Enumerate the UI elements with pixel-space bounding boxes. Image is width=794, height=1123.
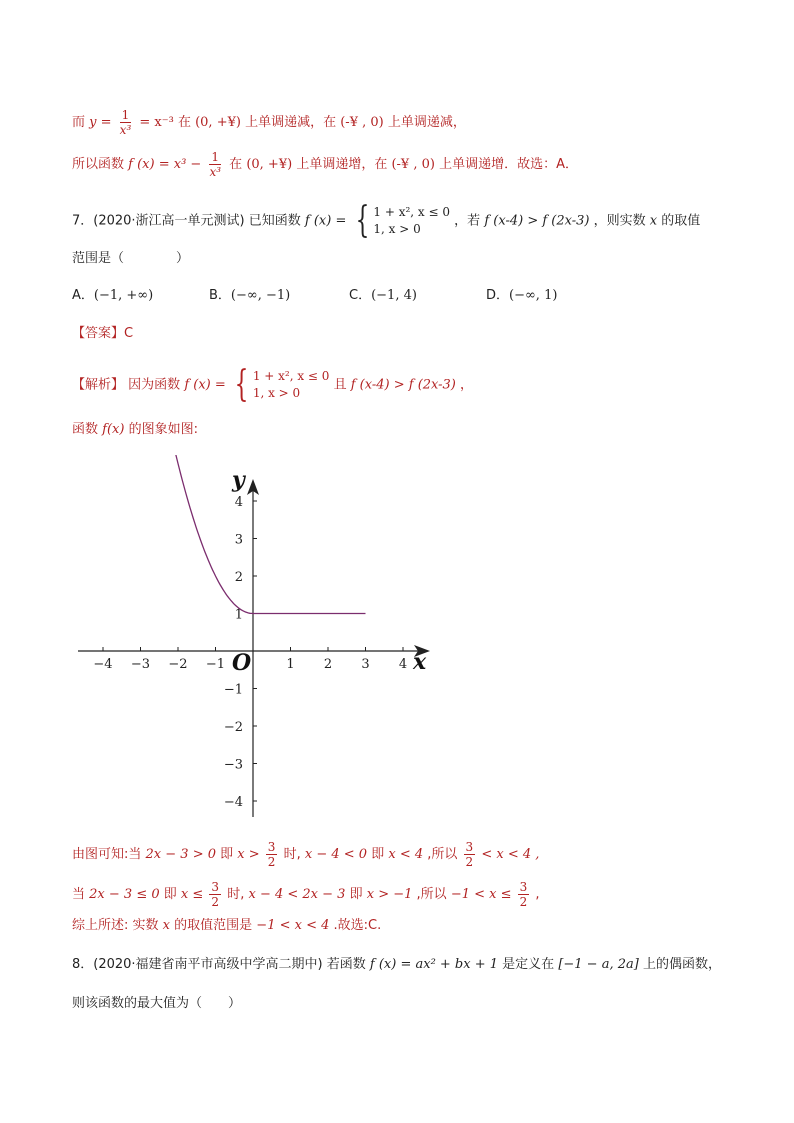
conclusion-line-3: 综上所述: 实数 x 的取值范围是 −1 < x < 4 .故选:C. (72, 918, 382, 933)
piecewise-function: { 1 + x², x ≤ 0 1, x > 0 (355, 200, 451, 241)
option-c[interactable]: C．(−1, 4) (349, 288, 417, 303)
text: 函数 (72, 422, 99, 437)
x-tick-label: 4 (398, 657, 408, 672)
fraction (118, 108, 134, 137)
function-graph (74, 455, 434, 825)
x-tick-label: −2 (168, 657, 188, 672)
math-expression: f (x) = ax² + bx + 1 (369, 957, 499, 972)
question-text: ，则实数 (593, 213, 646, 229)
text: 而 (72, 115, 86, 130)
piecewise-function: { 1 + x², x ≤ 0 1, x > 0 (234, 364, 330, 405)
y-tick-label: −1 (223, 682, 243, 698)
text: 所以函数 (72, 157, 125, 172)
x-tick-label: 2 (323, 657, 333, 672)
question-text: 的取值 (661, 213, 701, 229)
answer-label: 【答案】 (72, 326, 125, 341)
math-expression: f (x) = x³ − (128, 157, 202, 172)
question-text: 则该函数的最大值为（ ） (72, 996, 242, 1011)
fraction-numerator: 1 (121, 108, 130, 122)
x-tick-label: −1 (205, 657, 226, 672)
text: 上单调递减，在 (245, 115, 337, 130)
interval: (0, +¥) (246, 157, 293, 172)
x-tick-label: 1 (286, 657, 295, 672)
analysis-label: 【解析】 (72, 377, 125, 393)
math-expression: f(x) (102, 422, 125, 437)
fraction: $\frac{3}{2}$ (267, 840, 276, 869)
y-tick-label: −2 (223, 720, 243, 735)
conclusion-line-1: 由图可知:当 2x − 3 > 0 即 x > $\frac{3}{2}$ 时, x − 4 < 0 即 x < 4 ,所以 $\frac{3}{2}$ < x < 4 , (72, 840, 540, 869)
fraction: $\frac{3}{2}$ (211, 880, 220, 909)
text: 上单调递增．故选：A． (439, 157, 578, 172)
question-text: 是定义在 (502, 957, 555, 972)
fraction: $\frac{3}{2}$ (519, 880, 528, 909)
option-d[interactable]: D．(−∞, 1) (486, 288, 558, 303)
function-curve (175, 455, 366, 614)
y-tick-label: 2 (234, 570, 243, 585)
fraction-numerator: 1 (211, 150, 220, 164)
interval: (0, +¥) (195, 115, 241, 130)
x-tick-label: −4 (93, 657, 113, 672)
math-expression: f (x-4) > f (2x-3) (484, 213, 590, 229)
y-tick-label: 1 (234, 607, 243, 623)
fraction (207, 150, 223, 179)
question-text: 7．(2020·浙江高一单元测试) 已知函数 (72, 213, 301, 229)
y-axis-label: y (232, 467, 245, 493)
question-text: 上的偶函数， (642, 957, 721, 972)
text: 且 (333, 377, 347, 393)
interval: (-¥ , 0) (340, 115, 384, 130)
question-text: ，若 (454, 213, 481, 229)
text: ， (460, 377, 474, 393)
origin-label: O (232, 650, 252, 676)
text: 的图象如图: (128, 422, 198, 437)
interval: [−1 − a, 2a] (558, 957, 639, 972)
fraction-denominator: x³ (209, 165, 222, 179)
option-a[interactable]: A．(−1, +∞) (72, 288, 154, 303)
x-tick-label: 3 (361, 657, 370, 672)
text: 因为函数 (128, 377, 181, 393)
conclusion-line-2: 当 2x − 3 ≤ 0 即 x ≤ $\frac{3}{2}$ 时, x − 4 < 2x − 3 即 x > −1 ,所以 −1 < x ≤ $\frac{3}{2}$ , (72, 880, 540, 909)
math-variable: x (649, 213, 658, 229)
graph-intro (72, 421, 198, 439)
question-text: 8．(2020·福建省南平市高级中学高二期中) 若函数 (72, 957, 366, 972)
fraction: $\frac{3}{2}$ (465, 840, 474, 869)
math-expression: y = (89, 115, 112, 130)
x-tick-label: −3 (130, 657, 151, 672)
y-tick-label: 3 (234, 532, 243, 548)
interval: (-¥ , 0) (391, 157, 435, 172)
answer-line (72, 325, 133, 343)
question-8-stem (72, 956, 721, 974)
text: 上单调递减， (387, 115, 466, 130)
text: 在 (229, 157, 243, 172)
x-axis-label: x (413, 649, 427, 675)
solution-line-1 (72, 108, 466, 137)
math-expression: = x⁻³ 在 (139, 115, 191, 130)
solution-line-2 (72, 150, 578, 179)
case-1: 1 + x², x ≤ 0 (373, 205, 451, 219)
math-expression: f (x) = (184, 377, 226, 393)
answer-value: C (124, 326, 134, 341)
y-tick-label: −3 (223, 757, 243, 773)
y-tick-label: 4 (234, 495, 243, 510)
math-expression: f (x-4) > f (2x-3) (350, 377, 456, 393)
question-text: 范围是（ ） (72, 251, 190, 266)
fraction-denominator: x³ (119, 123, 132, 137)
case-2: 1, x > 0 (252, 386, 301, 400)
analysis-line (72, 364, 474, 405)
text: 上单调递增，在 (296, 157, 388, 172)
math-expression: f (x) = (304, 213, 347, 229)
question-8-stem-cont (72, 995, 241, 1013)
case-1: 1 + x², x ≤ 0 (252, 369, 330, 383)
question-7-stem-cont (72, 250, 189, 268)
case-2: 1, x > 0 (373, 222, 421, 236)
question-7-stem (72, 200, 701, 241)
y-tick-label: −4 (223, 795, 243, 810)
option-b[interactable]: B．(−∞, −1) (209, 288, 291, 303)
